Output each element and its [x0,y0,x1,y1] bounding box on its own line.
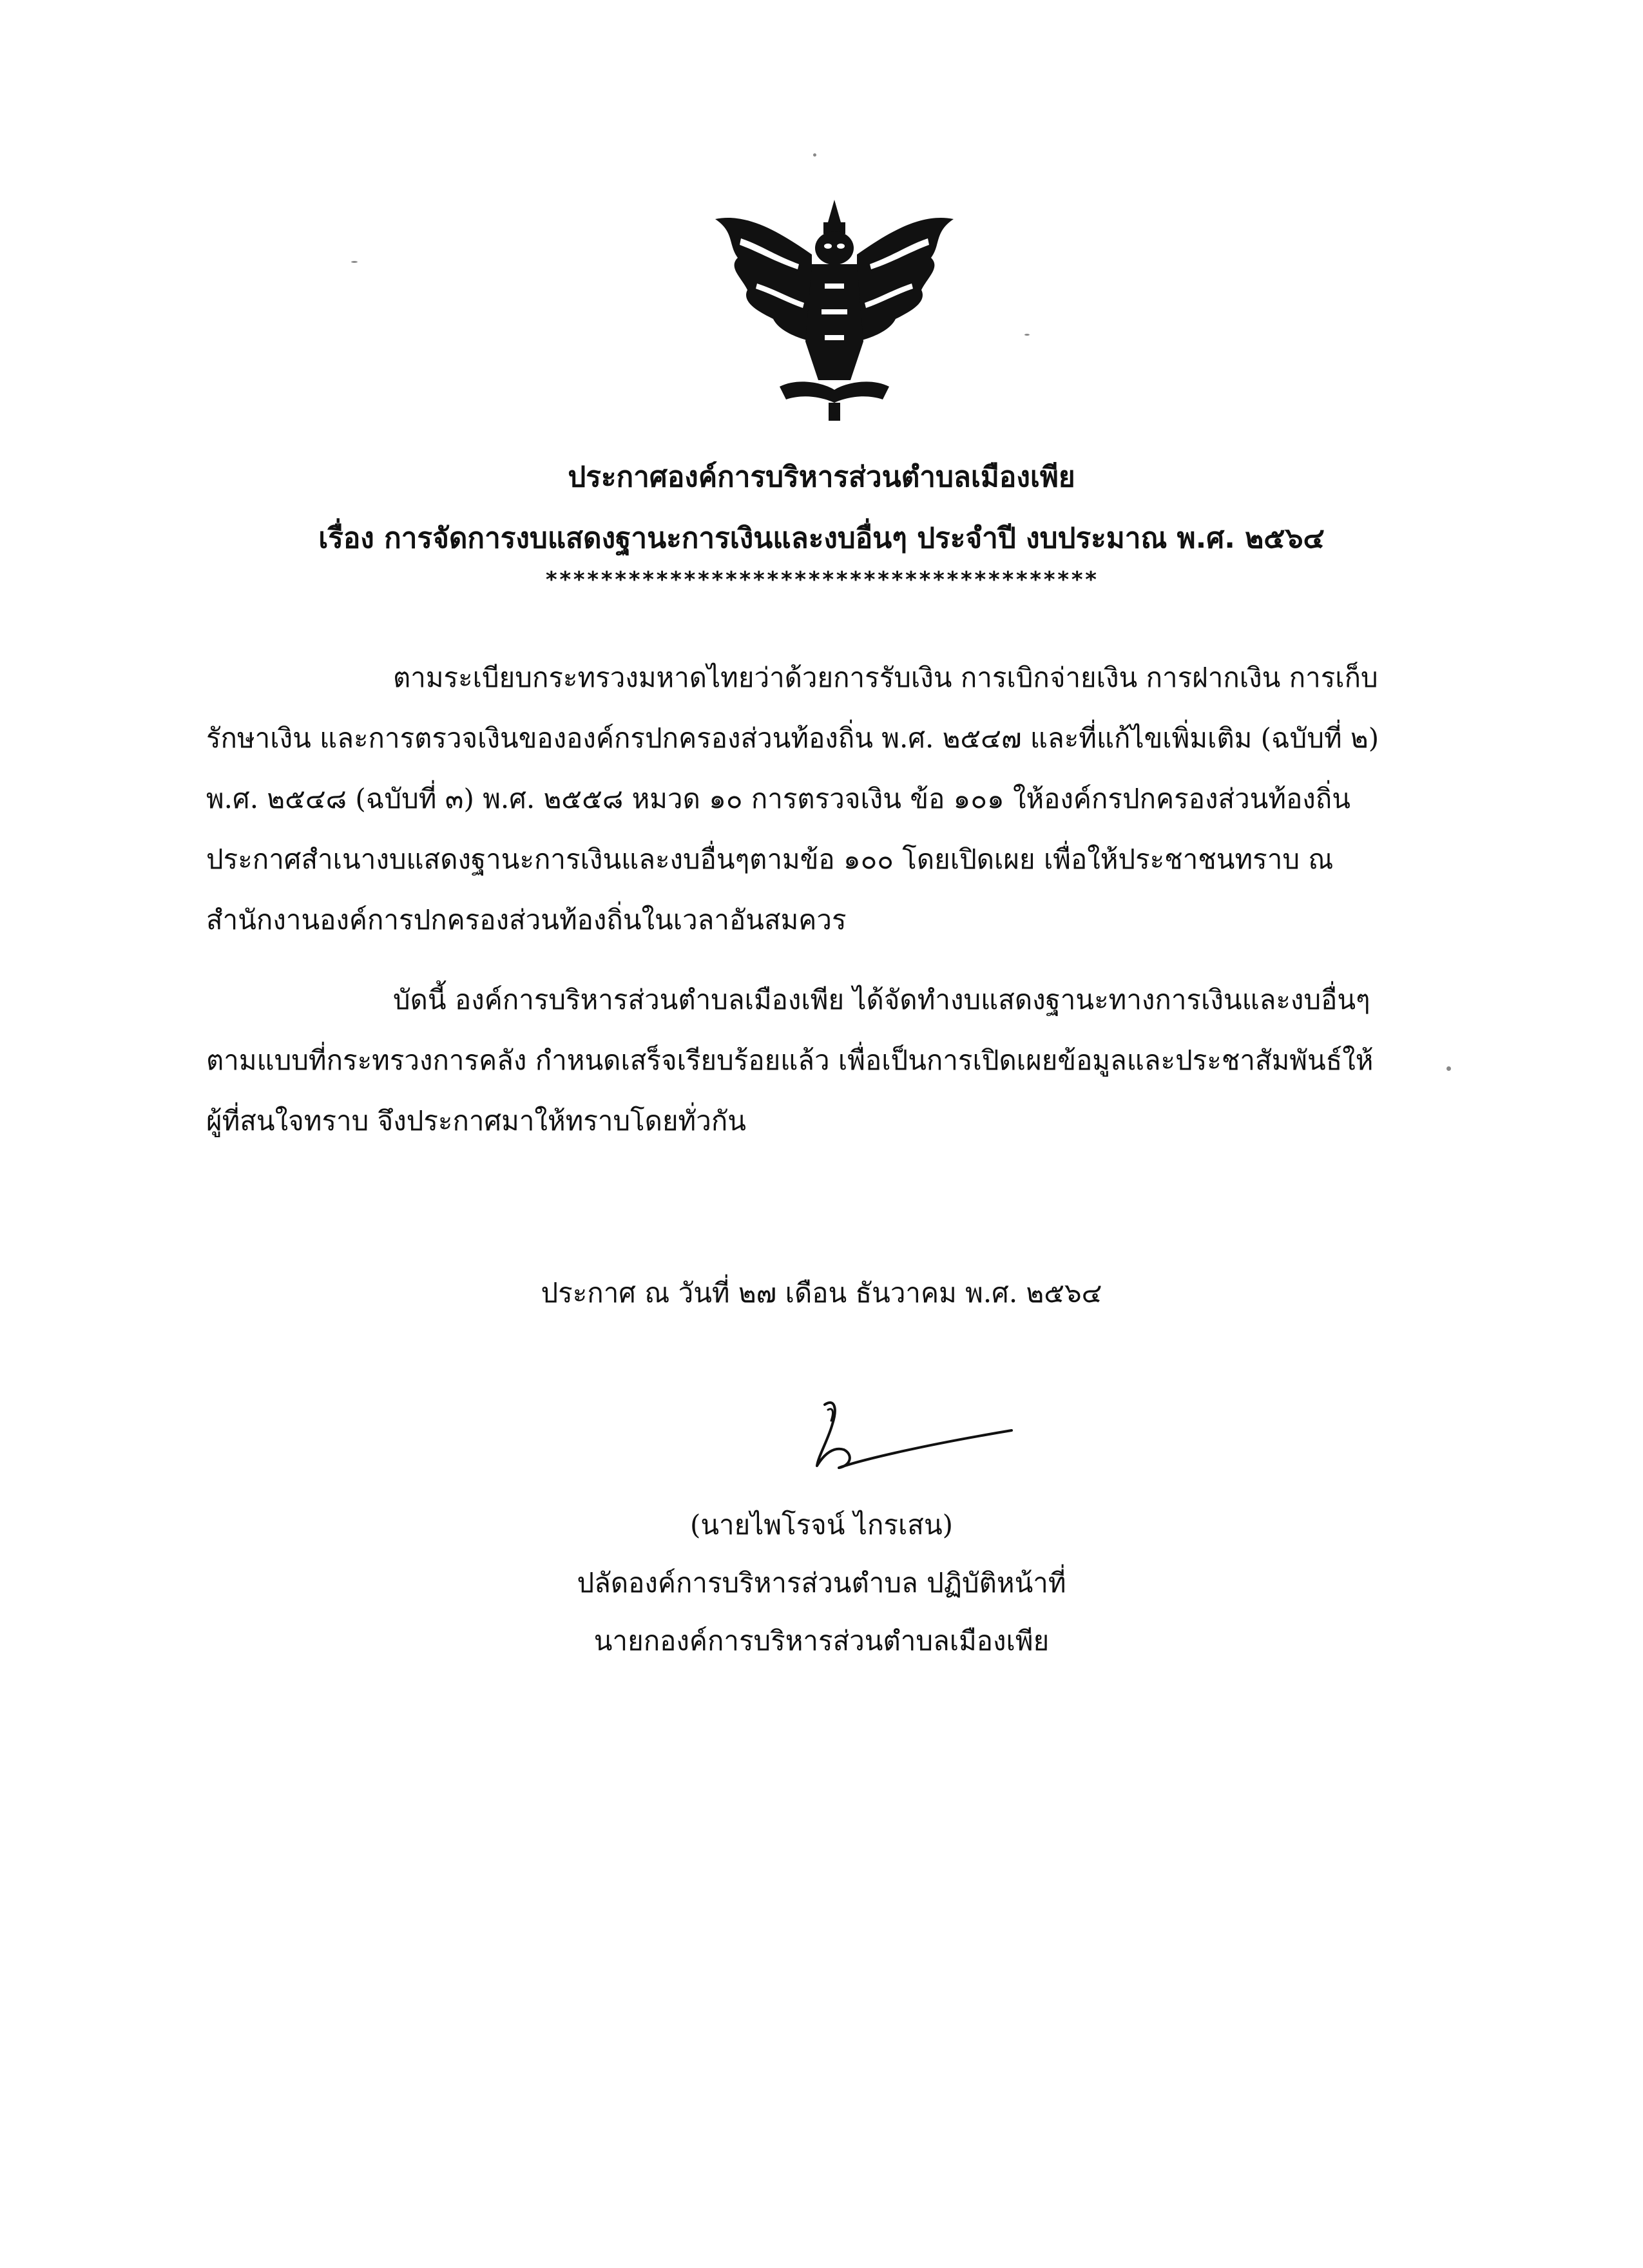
scan-speck [1024,334,1030,336]
paragraph-line: สำนักงานองค์การปกครองส่วนท้องถิ่นในเวลาอันสมควร [206,904,847,936]
paragraph-line: ตามแบบที่กระทรวงการคลัง กำหนดเสร็จเรียบร้อยแล้ว เพื่อเป็นการเปิดเผยข้อมูลและประชาสัมพันธ์ให้ [206,1044,1374,1076]
paragraph-line: บัดนี้ องค์การบริหารส่วนตำบลเมืองเพีย ได้จัดทำงบแสดงฐานะทางการเงินและงบอื่นๆ [393,984,1370,1015]
paragraph-line: ตามระเบียบกระทรวงมหาดไทยว่าด้วยการรับเงิน การเบิกจ่ายเงิน การฝากเงิน การเก็บ [393,662,1378,693]
signer-position: ปลัดองค์การบริหารส่วนตำบล ปฏิบัติหน้าที่ [577,1567,1066,1599]
garuda-emblem-icon [702,193,966,425]
announcement-title: ประกาศองค์การบริหารส่วนตำบลเมืองเพีย [568,461,1075,494]
paragraph-line: ผู้ที่สนใจทราบ จึงประกาศมาให้ทราบโดยทั่วกัน [206,1105,746,1137]
asterisk-separator: **************************************** [544,567,1099,593]
paragraph-line: พ.ศ. ๒๕๔๘ (ฉบับที่ ๓) พ.ศ. ๒๕๕๘ หมวด ๑๐ การตรวจเงิน ข้อ ๑๐๑ ให้องค์กรปกครองส่วนท้องถิ่น [206,783,1350,814]
announcement-subject: เรื่อง การจัดการงบแสดงฐานะการเงินและงบอื่นๆ ประจำปี งบประมาณ พ.ศ. ๒๕๖๔ [318,522,1325,555]
signer-acting-position: นายกองค์การบริหารส่วนตำบลเมืองเพีย [593,1625,1050,1657]
body-paragraph-1 [206,648,1417,950]
scan-speck [351,261,358,263]
scan-speck [813,153,816,157]
announcement-date: ประกาศ ณ วันที่ ๒๗ เดือน ธันวาคม พ.ศ. ๒๕๖๔ [541,1277,1102,1309]
paragraph-line: รักษาเงิน และการตรวจเงินขององค์กรปกครองส่วนท้องถิ่น พ.ศ. ๒๕๔๗ และที่แก้ไขเพิ่มเติม (ฉบับที่ ๒) [206,722,1379,754]
handwritten-signature-icon [805,1385,1024,1482]
body-paragraph-2 [206,970,1417,1151]
scan-speck [1446,1066,1451,1071]
paragraph-line: ประกาศสำเนางบแสดงฐานะการเงินและงบอื่นๆตามข้อ ๑๐๐ โดยเปิดเผย เพื่อให้ประชาชนทราบ ณ [206,843,1334,875]
signer-name: (นายไพโรจน์ ไกรเสน) [689,1509,954,1541]
